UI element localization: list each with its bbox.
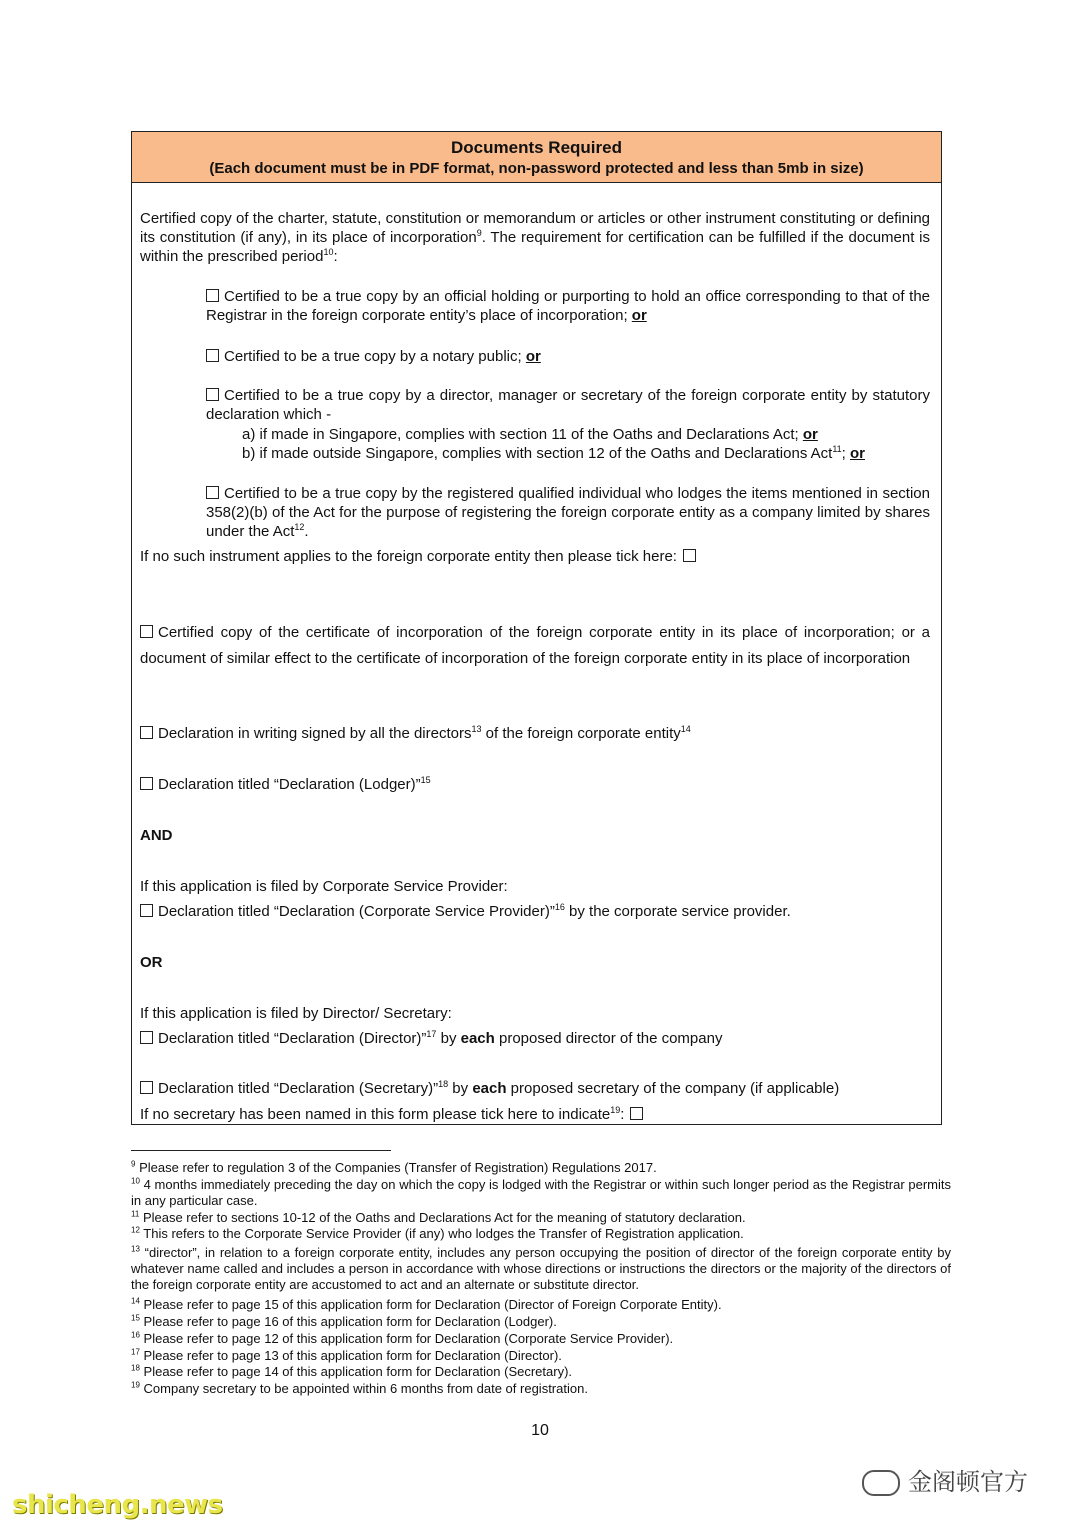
watermark-shicheng: shicheng.news [12,1490,223,1520]
checkbox[interactable] [140,777,153,790]
wechat-icon [862,1470,900,1496]
footnote-16: $^{16}$ Please refer to page 12 of this application form for Declaration (Corporate Service Provider). [131,1330,674,1346]
cert-incorporation-paragraph: Certified copy of the certificate of incorporation of the foreign corporate entity in its place of incorporation; or a document of similar effect to the certificate of incorporation of the foreign corporate entity in its place of incorporation [140,624,930,667]
checkbox[interactable] [140,625,153,638]
declaration-directors: Declaration in writing signed by all the directors$^{13}$ of the foreign corporate entity$^{14}$ [140,724,930,743]
footnote-12: $^{12}$ This refers to the Corporate Service Provider (if any) who lodges the Transfer of Registration application. [131,1225,744,1241]
declaration-csp: Declaration titled “Declaration (Corporate Service Provider)”$^{16}$ by the corporate service provider. [140,902,930,921]
checkbox[interactable] [140,1081,153,1094]
checkbox[interactable] [206,349,219,362]
footnote-19: $^{19}$ Company secretary to be appointed within 6 months from date of registration. [131,1380,588,1396]
footnote-10: $^{10}$ 4 months immediately preceding the day on which the copy is lodged with the Registrar or within such longer period as the Registrar permits in any particular case. [131,1176,951,1208]
and-label: AND [140,827,173,844]
checkbox[interactable] [206,388,219,401]
page-number: 10 [531,1422,549,1439]
option-registrar-official: Certified to be a true copy by an official holding or purporting to hold an office corresponding to that of the Registrar in the foreign corporate entity’s place of incorporation; or [206,288,930,324]
option-qualified-individual: Certified to be a true copy by the registered qualified individual who lodges the items mentioned in section 358(2)(b) of the Act for the purpose of registering the foreign corporate entity as a company limited by shares under the Act$^{12}$. [206,485,930,540]
header-title: Documents Required [451,138,622,157]
checkbox[interactable] [140,726,153,739]
option-statutory-declaration: Certified to be a true copy by a director, manager or secretary of the foreign corporate entity by statutory declaration which - [206,387,930,423]
checkbox[interactable] [206,289,219,302]
checkbox[interactable] [630,1107,643,1120]
checkbox[interactable] [140,904,153,917]
footnote-18: $^{18}$ Please refer to page 14 of this application form for Declaration (Secretary). [131,1363,573,1379]
no-secretary-line: If no secretary has been named in this form please tick here to indicate$^{19}$: [140,1105,930,1124]
option-3b: b) if made outside Singapore, complies with section 12 of the Oaths and Declarations Act$^{11}$; or [242,444,866,462]
footnote-17: $^{17}$ Please refer to page 13 of this application form for Declaration (Director). [131,1347,562,1363]
footnote-13: $^{13}$ “director”, in relation to a foreign corporate entity, includes any person occupying the position of director of the foreign corporate entity by whatever name called and includes a person in accordance with whose directions or instructions the directors or the majority of the directors of the foreign corporate entity are accustomed to act and an alternate or substitute director. [131,1244,951,1292]
director-secretary-intro: If this application is filed by Director/ Secretary: [140,1005,452,1022]
footnote-15: $^{15}$ Please refer to page 16 of this application form for Declaration (Lodger). [131,1313,557,1329]
footnote-9: $^9$ Please refer to regulation 3 of the Companies (Transfer of Registration) Regulations 2017. [131,1159,657,1175]
or-label: OR [140,954,163,971]
cert-intro-paragraph: Certified copy of the charter, statute, constitution or memorandum or articles or other instrument constituting or defining its constitution (if any), in its place of incorporation$^9$. The requirement for certification can be fulfilled if the document is within the prescribed period$^{10}$: [140,210,930,265]
option-3a: a) if made in Singapore, complies with section 11 of the Oaths and Declarations Act; or [242,426,818,443]
csp-intro: If this application is filed by Corporate Service Provider: [140,878,508,895]
footnote-11: $^{11}$ Please refer to sections 10-12 of the Oaths and Declarations Act for the meaning of statutory declaration. [131,1209,746,1225]
declaration-secretary: Declaration titled “Declaration (Secretary)”$^{18}$ by each proposed secretary of the company (if applicable) [140,1079,930,1098]
checkbox[interactable] [206,486,219,499]
option-notary-public: Certified to be a true copy by a notary public; or [206,347,930,366]
documents-required-header [132,132,941,183]
checkbox[interactable] [140,1031,153,1044]
footnote-divider [131,1150,391,1151]
footnote-14: $^{14}$ Please refer to page 15 of this application form for Declaration (Director of Foreign Corporate Entity). [131,1296,722,1312]
header-subtitle: (Each document must be in PDF format, non-password protected and less than 5mb in size) [209,160,864,177]
declaration-director: Declaration titled “Declaration (Director)”$^{17}$ by each proposed director of the company [140,1029,930,1048]
declaration-lodger: Declaration titled “Declaration (Lodger)”$^{15}$ [140,775,930,794]
checkbox[interactable] [683,549,696,562]
no-instrument-line: If no such instrument applies to the foreign corporate entity then please tick here: [140,547,930,566]
watermark-wechat: 金阁顿官方 [862,1462,1028,1497]
